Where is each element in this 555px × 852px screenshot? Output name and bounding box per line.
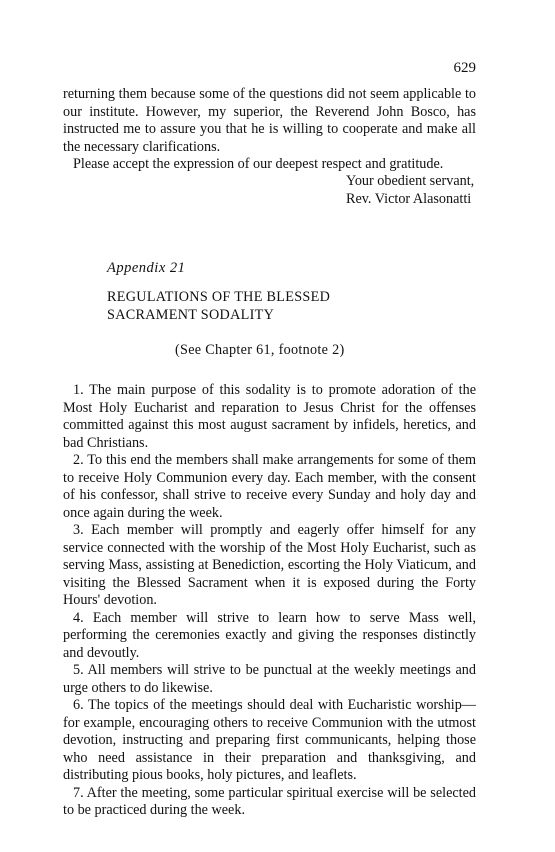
regulation-item: 6. The topics of the meetings should deal with Eucharistic worship—for example, encouraging others to receive Communion with the utmost devotion, instructing and preparing first communicants, helping those who need assistance in their preparation and thanksgiving, and distributing pious books, holy pictures, and leaflets.: [63, 697, 476, 783]
regulation-item: 5. All members will strive to be punctual at the weekly meetings and urge others to do likewise.: [63, 662, 476, 696]
signoff: Your obedient servant,: [346, 173, 475, 189]
signature: Rev. Victor Alasonatti: [346, 191, 472, 207]
regulation-item: 4. Each member will strive to learn how to serve Mass well, performing the ceremonies exactly and giving the responses distinctly and devoutly.: [63, 609, 476, 661]
page-number: 629: [453, 60, 476, 76]
chapter-reference: (See Chapter 61, footnote 2): [175, 342, 345, 358]
appendix-title-line-2: SACRAMENT SODALITY: [107, 307, 275, 323]
appendix-label: Appendix 21: [107, 260, 186, 276]
regulation-item: 1. The main purpose of this sodality is to promote adoration of the Most Holy Eucharist and reparation to Jesus Christ for the offenses committed against this most august sacrament by infidels, heretics, and bad Christians.: [63, 382, 476, 451]
regulation-item: 7. After the meeting, some particular spiritual exercise will be selected to be practiced during the week.: [63, 784, 476, 818]
respect-line: Please accept the expression of our deepest respect and gratitude.: [73, 156, 444, 172]
letter-closing: [63, 86, 476, 174]
regulation-item: 3. Each member will promptly and eagerly offer himself for any service connected with the worship of the Most Holy Eucharist, such as serving Mass, assisting at Benediction, escorting the Holy Viaticum, and visiting the Blessed Sacrament when it is exposed during the Forty Hours' devotion.: [63, 522, 476, 608]
appendix-title-line-1: REGULATIONS OF THE BLESSED: [107, 289, 331, 305]
letter-paragraph: returning them because some of the questions did not seem applicable to our institute. However, my superior, the Reverend John Bosco, has instructed me to assure you that he is willing to cooperate and make all the necessary clarifications.: [63, 86, 476, 155]
regulation-item: 2. To this end the members shall make arrangements for some of them to receive Holy Communion every day. Each member, with the consent of his confessor, shall strive to receive every Sunday and holy day and once again during the week.: [63, 452, 476, 521]
regulations-list: [63, 382, 476, 820]
